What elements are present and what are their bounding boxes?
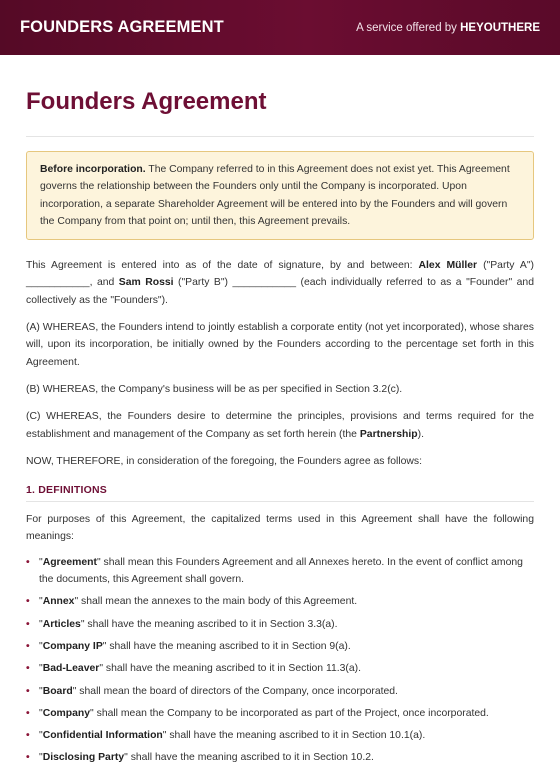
document-body (0, 88, 560, 767)
whereas-c (26, 408, 534, 443)
bullet-icon: • (26, 556, 30, 568)
list-item: • "Company IP" shall have the meaning ascribed to it in Section 9(a). (26, 638, 534, 655)
list-item: • "Agreement" shall mean this Founders Agreement and all Annexes hereto. In the event of conflict among the documents, this Agreement shall govern. (26, 554, 534, 589)
service-brand: HEYOUTHERE (460, 21, 540, 34)
list-item: • "Company" shall mean the Company to be incorporated as part of the Project, once incorporated. (26, 705, 534, 722)
list-item: • "Confidential Information" shall have the meaning ascribed to it in Section 10.1(a). (26, 727, 534, 744)
definition-term: Articles (42, 618, 81, 630)
header-service-credit (356, 22, 540, 34)
definition-text: " shall mean the Company to be incorporated as part of the Project, once incorporated. (90, 707, 489, 719)
parties-text-1: This Agreement is entered into as of the date of signature, by and between: (26, 260, 419, 272)
bullet-icon: • (26, 707, 30, 719)
definition-term: Bad-Leaver (42, 663, 100, 675)
definition-text: " shall mean the board of directors of the Company, once incorporated. (72, 685, 398, 697)
whereas-b: (B) WHEREAS, the Company's business will be as per specified in Section 3.2(c). (26, 383, 403, 395)
definition-text: " shall mean the annexes to the main body of this Agreement. (74, 596, 358, 608)
party-a-name: Alex Müller (418, 260, 478, 272)
service-prefix: A service offered by (356, 21, 461, 34)
list-item: • "Bad-Leaver" shall have the meaning ascribed to it in Section 11.3(a). (26, 660, 534, 677)
definition-text: " shall have the meaning ascribed to it in Section 10.1(a). (162, 730, 426, 742)
bullet-icon: • (26, 730, 30, 742)
header-title: FOUNDERS AGREEMENT (20, 18, 224, 36)
list-item: • "Board" shall mean the board of directors of the Company, once incorporated. (26, 683, 534, 700)
definitions-list (26, 554, 534, 767)
bullet-icon: • (26, 618, 30, 630)
incorporation-notice (26, 151, 534, 240)
definition-text: " shall have the meaning ascribed to it in Section 3.3(a). (80, 618, 338, 630)
definition-text: " shall mean this Founders Agreement and all Annexes hereto. In the event of conflict among the documents, this Agreement shall govern. (39, 556, 523, 586)
definition-term: Company IP (42, 640, 103, 652)
definition-text: " shall have the meaning ascribed to it in Section 10.2. (124, 752, 374, 764)
whereas-c-text-2: ). (417, 428, 424, 440)
definition-term: Annex (42, 596, 75, 608)
notice-text: The Company referred to in this Agreement does not exist yet. This Agreement governs the relationship between the Founders only until the Company is incorporated. Upon incorporation, a separate Shareholder Agreement will be entered into by the Founders and will govern the Company from that point on; until then, this Agreement prevails. (40, 164, 510, 227)
parties-paragraph (26, 257, 534, 309)
parties-text-3: ("Party B") ___________ (each individually referred to as a "Founder" and collectively as the "Founders"). (26, 277, 534, 306)
definition-term: Disclosing Party (42, 752, 125, 764)
partnership-term: Partnership (359, 428, 418, 440)
party-b-name: Sam Rossi (118, 277, 174, 289)
bullet-icon: • (26, 596, 30, 608)
title-divider (26, 136, 534, 137)
whereas-a: (A) WHEREAS, the Founders intend to jointly establish a corporate entity (not yet incorporated), whose shares will, upon its incorporation, be initially owned by the Founders according to the percentage set forth in this Agreement. (26, 322, 534, 368)
section-heading-definitions: 1. DEFINITIONS (26, 484, 534, 502)
parties-text-2: ("Party A") ___________, and (26, 260, 535, 289)
bullet-icon: • (26, 663, 30, 675)
document-title: Founders Agreement (26, 88, 267, 115)
definition-term: Company (42, 707, 91, 719)
page-header (0, 0, 560, 55)
definition-term: Board (42, 685, 73, 697)
list-item: • "Annex" shall mean the annexes to the main body of this Agreement. (26, 593, 534, 610)
bullet-icon: • (26, 752, 30, 764)
notice-heading: Before incorporation. (40, 164, 146, 175)
list-item: • "Articles" shall have the meaning ascribed to it in Section 3.3(a). (26, 616, 534, 633)
definition-text: " shall have the meaning ascribed to it in Section 11.3(a). (99, 663, 361, 675)
definition-term: Agreement (42, 556, 97, 568)
now-therefore: NOW, THEREFORE, in consideration of the foregoing, the Founders agree as follows: (26, 455, 422, 467)
definition-term: Confidential Information (42, 730, 163, 742)
whereas-c-text-1: (C) WHEREAS, the Founders desire to determine the principles, provisions and terms required for the establishment and management of the Company as set forth herein (the (26, 411, 534, 440)
definitions-intro: For purposes of this Agreement, the capitalized terms used in this Agreement shall have the following meanings: (26, 514, 534, 543)
bullet-icon: • (26, 640, 30, 652)
bullet-icon: • (26, 685, 30, 697)
list-item: • "Disclosing Party" shall have the meaning ascribed to it in Section 10.2. (26, 749, 534, 766)
definition-text: " shall have the meaning ascribed to it in Section 9(a). (102, 640, 351, 652)
